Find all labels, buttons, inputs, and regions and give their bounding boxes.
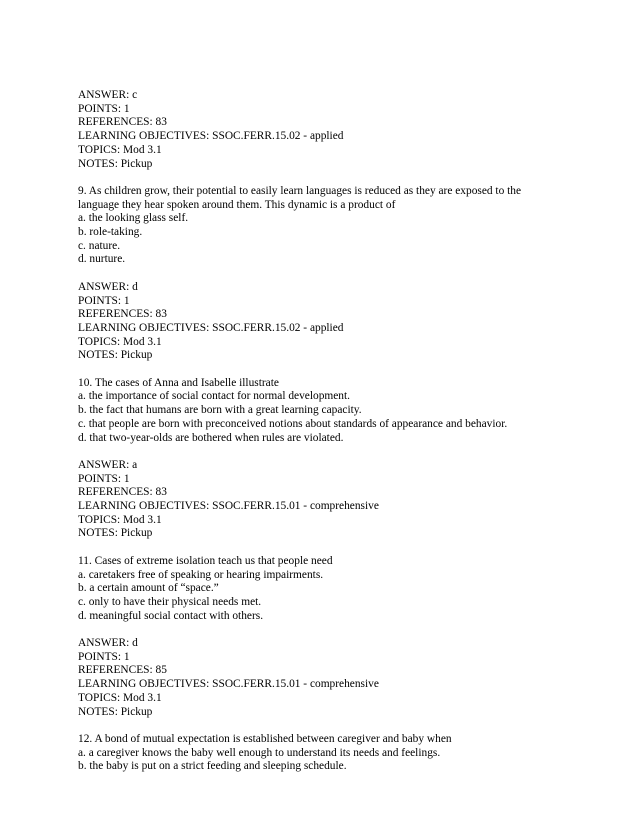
- block-spacer: [78, 267, 578, 281]
- learning-objectives-line: LEARNING OBJECTIVES: SSOC.FERR.15.02 - applied: [78, 321, 344, 334]
- topics-line: TOPICS: Mod 3.1: [78, 143, 162, 156]
- references-line: REFERENCES: 83: [78, 116, 167, 129]
- answer-option: b. the baby is put on a strict feeding and sleeping schedule.: [78, 760, 347, 773]
- answer-option: c. only to have their physical needs met.: [78, 595, 262, 608]
- answer-block: [78, 89, 578, 171]
- question-stem-line: 9. As children grow, their potential to easily learn languages is reduced as they are exposed to the: [78, 184, 522, 197]
- document-body: [78, 89, 578, 774]
- answer-line: ANSWER: d: [78, 280, 138, 293]
- learning-objectives-line: LEARNING OBJECTIVES: SSOC.FERR.15.02 - applied: [78, 130, 344, 143]
- question-stem-line: 10. The cases of Anna and Isabelle illustrate: [78, 376, 279, 389]
- answer-option: a. the importance of social contact for normal development.: [78, 390, 351, 403]
- block-spacer: [78, 171, 578, 185]
- answer-option: b. the fact that humans are born with a great learning capacity.: [78, 404, 362, 417]
- question-block: [78, 185, 578, 267]
- references-line: REFERENCES: 83: [78, 308, 167, 321]
- points-line: POINTS: 1: [78, 472, 130, 485]
- answer-option: a. caretakers free of speaking or hearing impairments.: [78, 568, 324, 581]
- learning-objectives-line: LEARNING OBJECTIVES: SSOC.FERR.15.01 - comprehensive: [78, 500, 379, 513]
- answer-block: [78, 637, 578, 719]
- answer-line: ANSWER: d: [78, 637, 138, 650]
- answer-option: c. that people are born with preconceived notions about standards of appearance and behavior.: [78, 417, 508, 430]
- topics-line: TOPICS: Mod 3.1: [78, 513, 162, 526]
- points-line: POINTS: 1: [78, 102, 130, 115]
- points-line: POINTS: 1: [78, 294, 130, 307]
- notes-line: NOTES: Pickup: [78, 527, 153, 540]
- block-spacer: [78, 363, 578, 377]
- topics-line: TOPICS: Mod 3.1: [78, 335, 162, 348]
- question-block: [78, 377, 578, 446]
- question-stem-line: language they hear spoken around them. This dynamic is a product of: [78, 198, 396, 211]
- block-spacer: [78, 719, 578, 733]
- answer-option: d. that two-year-olds are bothered when rules are violated.: [78, 431, 344, 444]
- notes-line: NOTES: Pickup: [78, 705, 153, 718]
- points-line: POINTS: 1: [78, 650, 130, 663]
- answer-option: c. nature.: [78, 239, 121, 252]
- references-line: REFERENCES: 83: [78, 486, 167, 499]
- question-block: [78, 555, 578, 624]
- block-spacer: [78, 445, 578, 459]
- answer-option: a. the looking glass self.: [78, 212, 189, 225]
- answer-block: [78, 281, 578, 363]
- notes-line: NOTES: Pickup: [78, 157, 153, 170]
- answer-option: a. a caregiver knows the baby well enough to understand its needs and feelings.: [78, 746, 441, 759]
- answer-option: b. a certain amount of “space.”: [78, 582, 219, 595]
- question-block: [78, 733, 578, 774]
- answer-block: [78, 459, 578, 541]
- answer-option: d. meaningful social contact with others.: [78, 609, 264, 622]
- block-spacer: [78, 541, 578, 555]
- answer-line: ANSWER: c: [78, 89, 138, 101]
- notes-line: NOTES: Pickup: [78, 349, 153, 362]
- topics-line: TOPICS: Mod 3.1: [78, 691, 162, 704]
- learning-objectives-line: LEARNING OBJECTIVES: SSOC.FERR.15.01 - comprehensive: [78, 678, 379, 691]
- question-stem-line: 11. Cases of extreme isolation teach us that people need: [78, 554, 333, 567]
- block-spacer: [78, 623, 578, 637]
- references-line: REFERENCES: 85: [78, 664, 167, 677]
- answer-option: d. nurture.: [78, 253, 126, 266]
- question-stem-line: 12. A bond of mutual expectation is established between caregiver and baby when: [78, 732, 452, 745]
- answer-option: b. role-taking.: [78, 226, 143, 239]
- answer-line: ANSWER: a: [78, 458, 138, 471]
